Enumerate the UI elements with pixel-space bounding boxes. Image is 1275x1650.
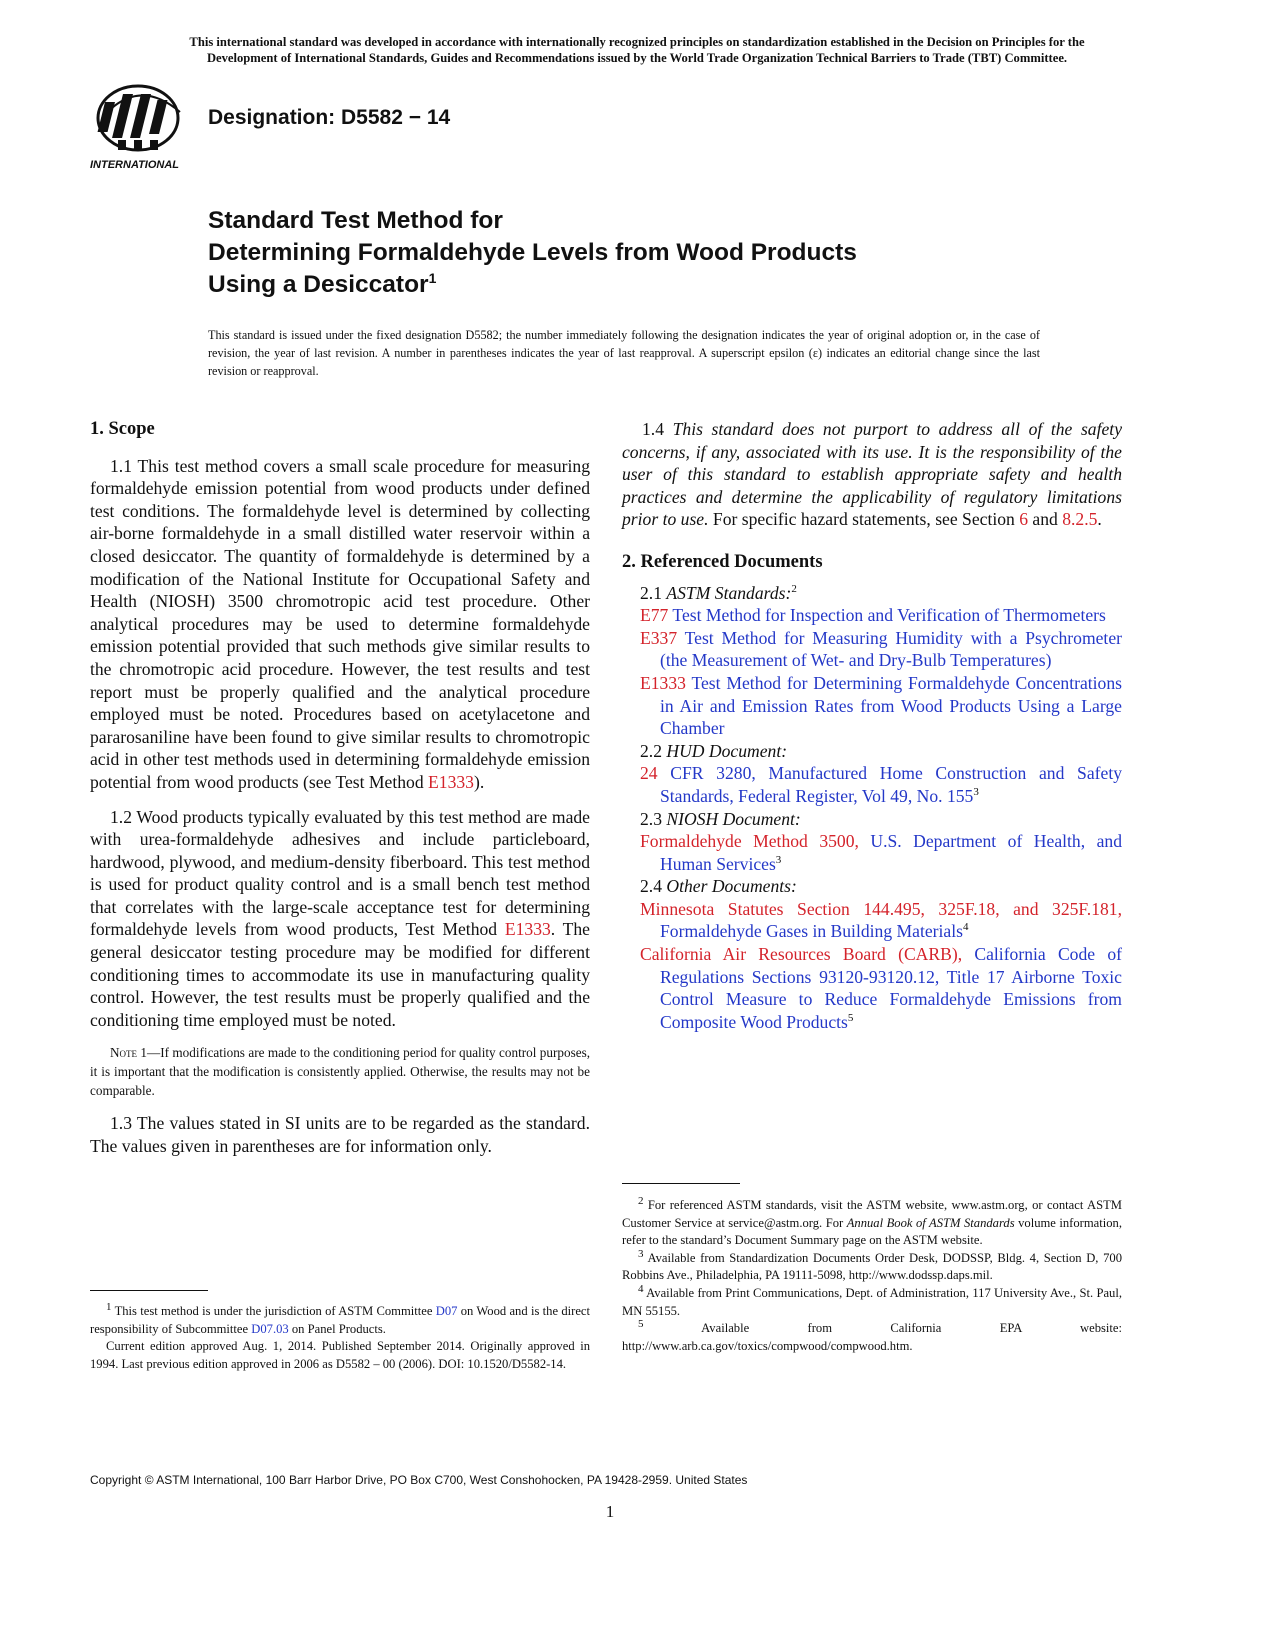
para-1-1-text: 1.1 This test method covers a small scale procedure for measuring formaldehyde emission potential from wood products under defined test conditions. The formaldehyde level is determined by collecting air-borne formaldehyde in a small distilled water reservoir within a closed desiccator. The quantity of formaldehyde is determined by a modification of the National Institute for Occupational Safety and Health (NIOSH) 3500 chromotropic acid test procedure. Other analytical procedures may be used to determine formaldehyde emission potential provided that such methods give similar results to the chromotropic acid procedure. However, the test results and test report must be properly qualified and the analytical procedure employed must be noted. Procedures based on acetylacetone and pararosaniline have been found to give similar results to chromotropic acid in other test methods used in determining formaldehyde emission potential from wood products (see Test Method — [90, 455, 590, 792]
astm-logo — [88, 82, 200, 174]
intro-note — [90, 34, 1184, 66]
link-d07[interactable]: D07 — [435, 1304, 458, 1318]
para-1-2 — [90, 806, 590, 1032]
para-1-3: 1.3 The values stated in SI units are to be regarded as the standard. The values given in parentheses are for information only. — [90, 1113, 590, 1157]
footnote-4-text: Available from Print Communications, Dept. of Administration, 117 University Ave., St. Paul, MN 55155. — [622, 1285, 1122, 1318]
link-e337[interactable]: E337 — [640, 627, 678, 648]
para-1-1-end: ). — [473, 771, 485, 792]
para-1-4-end: . — [1097, 509, 1102, 530]
para-1-4-and: and — [1028, 509, 1063, 530]
para-1-2-text: 1.2 Wood products typically evaluated by this test method are made with urea-formaldehyde adhesives and include particleboard, hardwood, plywood, and medium-density fiberboard. This test method is used for product quality control and is a small bench test method that correlates with the large-scale acceptance test for determining formaldehyde levels from wood products, Test Method — [90, 806, 590, 940]
ref-niosh-title[interactable]: U.S. Department of Health, and Human Services — [660, 831, 1122, 874]
section-2-4-num: 2.4 — [640, 876, 667, 897]
footnote-3 — [622, 1247, 1122, 1285]
section-2-1 — [622, 582, 1122, 605]
link-e1333[interactable]: E1333 — [504, 919, 551, 940]
footnote-rule — [90, 1290, 208, 1291]
title-line-1: Standard Test Method for — [208, 207, 503, 234]
footnote-5-mark: 5 — [638, 1317, 644, 1330]
footnote-2-italic: Annual Book of ASTM Standards — [846, 1215, 1015, 1230]
ref-e77 — [622, 604, 1122, 627]
ref-e1333-title[interactable]: Test Method for Determining Formaldehyde Concentrations in Air and Emission Rates from Wood Products Using a Large Chamber — [660, 672, 1122, 739]
link-24[interactable]: 24 — [640, 763, 658, 784]
right-column — [622, 418, 1122, 1033]
para-1-4-num: 1.4 — [642, 419, 673, 439]
section-2-2-num: 2.2 — [640, 740, 667, 761]
ref-hud — [622, 762, 1122, 807]
title-line-2: Determining Formaldehyde Levels from Wood Products — [208, 239, 857, 266]
section-2-3-label: NIOSH Document: — [666, 808, 801, 829]
title-line-3 — [208, 269, 857, 301]
left-column — [90, 418, 590, 1158]
footnote-3-text: Available from Standardization Documents Order Desk, DODSSP, Bldg. 4, Section D, 700 Robbins Ave., Philadelphia, PA 19111-5098, http://www.dodssp.daps.mil. — [622, 1250, 1122, 1283]
link-formaldehyde-method-3500[interactable]: Formaldehyde Method 3500, — [640, 831, 859, 852]
para-1-4-italic: This standard does not purport to address all of the safety concerns, if any, associated with its use. It is the responsibility of the user of this standard to establish appropriate safety and health practices and determine the applicability of regulatory limitations prior to use. — [622, 419, 1123, 530]
link-d07-03[interactable]: D07.03 — [251, 1321, 289, 1336]
note-text: —If modifications are made to the conditioning period for quality control purposes, it is important that the modification is consistently applied. Otherwise, the results may not be comparable. — [90, 1045, 590, 1099]
ref-hud-title[interactable]: CFR 3280, Manufactured Home Construction and Safety Standards, Federal Register, Vol 49, No. 155 — [657, 763, 1122, 806]
section-2-1-label: ASTM Standards: — [666, 582, 792, 603]
intro-note-line-2: Development of International Standards, Guides and Recommendations issued by the World Trade Organization Technical Barriers to Trade (TBT) Committee. — [206, 51, 1068, 65]
issued-note: This standard is issued under the fixed designation D5582; the number immediately following the designation indicates the year of original adoption or, in the case of revision, the year of last revision. A number in parentheses indicates the year of last reapproval. A superscript epsilon (ε) indicates an editorial change since the last revision or reapproval. — [208, 328, 1040, 378]
footnote-2-mark: 2 — [638, 1194, 644, 1207]
ref-carb-fn: 5 — [847, 1011, 854, 1024]
footnote-1 — [90, 1300, 590, 1338]
footnote-2-text: For referenced ASTM standards, visit the ASTM website, www.astm.org, or contact ASTM Customer Service at service@astm.org. For — [622, 1198, 1122, 1230]
section-2-1-fn: 2 — [791, 582, 797, 595]
page-number: 1 — [605, 1502, 615, 1521]
referenced-documents-heading: 2. Referenced Documents — [622, 551, 823, 572]
footnote-5-text: Available from California EPA website: http://www.arb.ca.gov/toxics/compwood/compwood.htm. — [622, 1321, 1122, 1353]
footnote-4 — [622, 1282, 1122, 1320]
para-1-2-end: . The general desiccator testing procedure may be modified for different conditioning times to accommodate its use in manufacturing quality control. However, the test results must be properly qualified and the conditioning time employed must be noted. — [90, 919, 590, 1030]
link-carb[interactable]: California Air Resources Board (CARB), — [640, 944, 963, 965]
footnote-1-text-c: on Panel Products. — [288, 1321, 386, 1336]
footnote-rule — [622, 1183, 740, 1184]
section-2-2-label: HUD Document: — [666, 740, 788, 761]
ref-hud-fn: 3 — [973, 786, 979, 799]
footnote-1-edition: Current edition approved Aug. 1, 2014. Published September 2014. Originally approved in 1994. Last previous edition approved in 2006 as D5582 – 00 (2006). DOI: 10.1520/D5582-14. — [90, 1339, 590, 1371]
ref-e337 — [622, 627, 1122, 672]
section-2-1-num: 2.1 — [640, 582, 667, 603]
footnote-2-text-b: volume information, refer to the standard’s Document Summary page on the ASTM website. — [622, 1215, 1122, 1248]
logo-international-text: INTERNATIONAL — [90, 159, 180, 171]
footnotes-left — [90, 1300, 590, 1373]
section-2-2 — [622, 740, 1122, 763]
footnote-3-mark: 3 — [638, 1247, 644, 1260]
para-1-4 — [622, 418, 1122, 531]
link-e1333-ref[interactable]: E1333 — [640, 672, 686, 693]
section-2-3 — [622, 808, 1122, 831]
astm-logo-icon — [88, 82, 200, 174]
footnote-1-text: This test method is under the jurisdiction of ASTM Committee — [111, 1304, 436, 1318]
link-minnesota-statutes[interactable]: Minnesota Statutes Section 144.495, 325F.18, and 325F.181, — [640, 898, 1122, 919]
section-2-3-num: 2.3 — [640, 808, 667, 829]
ref-niosh — [622, 830, 1122, 875]
title-line-3-text: Using a Desiccator — [208, 271, 429, 298]
link-section-8-2-5[interactable]: 8.2.5 — [1062, 509, 1098, 530]
link-e77[interactable]: E77 — [640, 605, 669, 626]
section-2-4-label: Other Documents: — [666, 876, 797, 897]
note-1 — [90, 1043, 590, 1100]
ref-niosh-fn: 3 — [775, 853, 782, 866]
ref-minnesota-fn: 4 — [962, 921, 969, 934]
link-section-6[interactable]: 6 — [1019, 509, 1029, 530]
designation: Designation: D5582 − 14 — [208, 106, 451, 129]
ref-minnesota-title[interactable]: Formaldehyde Gases in Building Materials — [660, 921, 963, 942]
intro-note-line-1: This international standard was developed in accordance with internationally recognized principles on standardization established in the Decision on Principles for the — [189, 35, 1085, 49]
para-1-4-tail: For specific hazard statements, see Section — [708, 509, 1020, 530]
ref-carb — [622, 943, 1122, 1033]
footnotes-right — [622, 1194, 1122, 1355]
link-e1333[interactable]: E1333 — [428, 771, 474, 792]
ref-e337-title[interactable]: Test Method for Measuring Humidity with a Psychrometer (the Measurement of Wet- and Dry-Bulb Temperatures) — [660, 627, 1122, 671]
footnote-5 — [622, 1317, 1122, 1355]
footnote-2 — [622, 1194, 1122, 1250]
ref-carb-title[interactable]: California Code of Regulations Sections 93120-93120.12, Title 17 Airborne Toxic Control Measure to Reduce Formaldehyde Emissions from Composite Wood Products — [660, 944, 1122, 1032]
title-footnote-mark: 1 — [428, 269, 437, 286]
footnote-4-mark: 4 — [638, 1282, 644, 1295]
footnote-1-text-b: on Wood and is the direct responsibility of Subcommittee — [90, 1304, 590, 1336]
ref-e1333 — [622, 672, 1122, 740]
note-label: Note 1 — [110, 1045, 148, 1061]
scope-heading: 1. Scope — [90, 419, 155, 439]
copyright-notice: Copyright © ASTM International, 100 Barr Harbor Drive, PO Box C700, West Conshohocken, PA 19428-2959. United States — [90, 1473, 748, 1487]
section-2-4 — [622, 875, 1122, 898]
ref-e77-title[interactable]: Test Method for Inspection and Verification of Thermometers — [668, 605, 1106, 626]
footnote-1-mark: 1 — [106, 1300, 112, 1313]
document-title — [208, 205, 857, 301]
ref-minnesota — [622, 898, 1122, 943]
para-1-1 — [90, 455, 590, 794]
